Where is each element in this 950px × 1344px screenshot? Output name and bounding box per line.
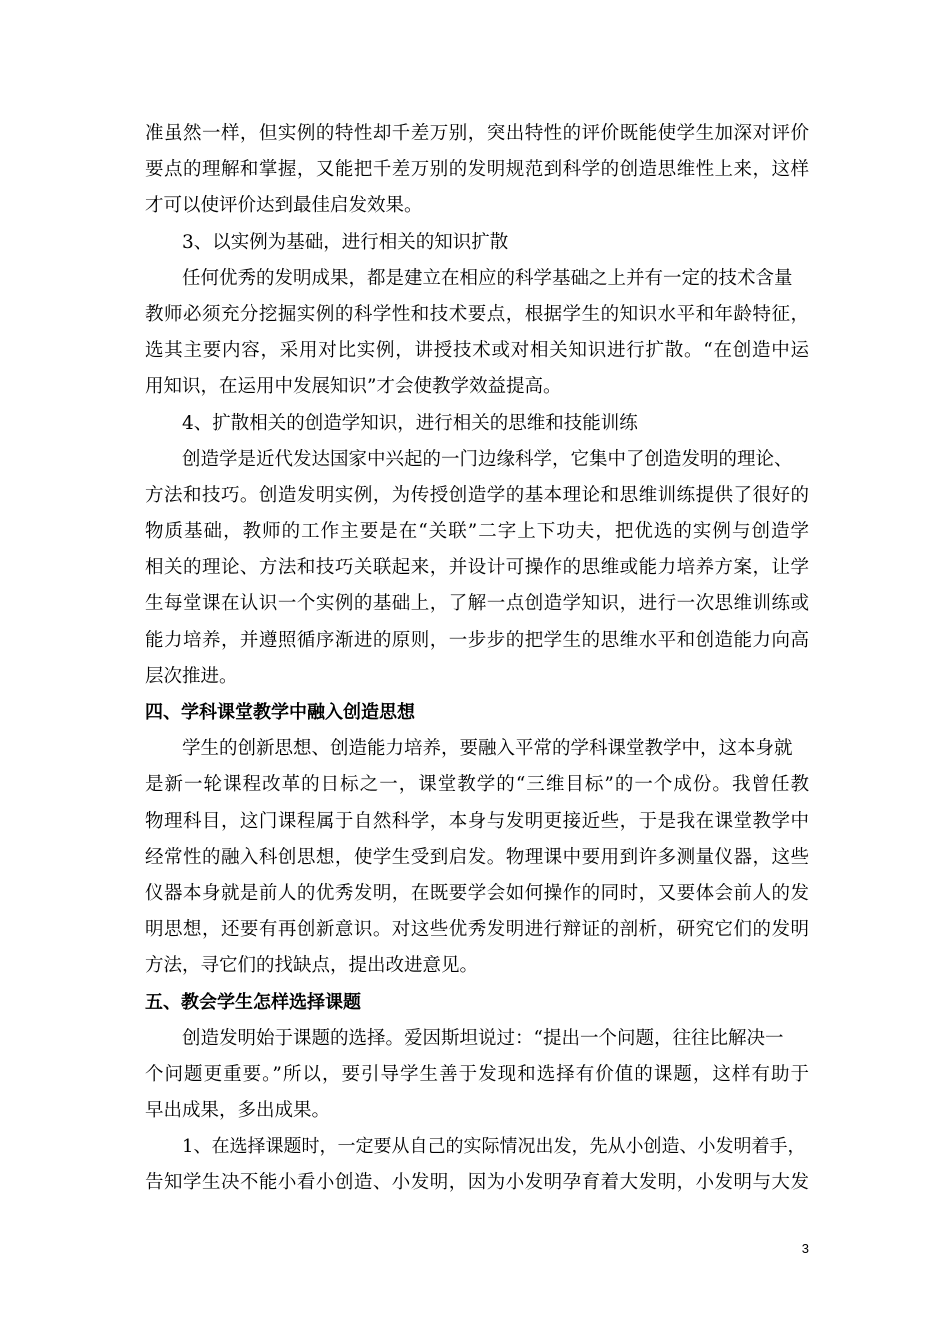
paragraph-line: 个问题更重要。”所以，要引导学生善于发现和选择有价值的课题，这样有助于 <box>145 1063 809 1085</box>
paragraph-line: 才可以使评价达到最佳启发效果。 <box>145 195 423 217</box>
paragraph-line: 创造发明始于课题的选择。爱因斯坦说过：“提出一个问题，往往比解决一 <box>182 1027 784 1049</box>
section-heading: 五、教会学生怎样选择课题 <box>145 991 361 1013</box>
paragraph-line: 物理科目，这门课程属于自然科学，本身与发明更接近些，于是我在课堂教学中 <box>145 810 809 832</box>
subsection-heading: 3、以实例为基础，进行相关的知识扩散 <box>182 231 509 253</box>
document-body <box>145 116 809 1202</box>
paragraph-line: 经常性的融入科创思想，使学生受到启发。物理课中要用到许多测量仪器，这些 <box>145 846 809 868</box>
paragraph-line: 告知学生决不能小看小创造、小发明，因为小发明孕育着大发明，小发明与大发 <box>145 1172 809 1194</box>
paragraph-line: 早出成果，多出成果。 <box>145 1100 331 1122</box>
paragraph-line: 是新一轮课程改革的日标之一，课堂教学的“三维目标”的一个成份。我曾任教 <box>145 774 809 796</box>
paragraph-line: 教师必须充分挖掘实例的科学性和技术要点，根据学生的知识水平和年龄特征， <box>145 303 809 325</box>
paragraph-line: 生每堂课在认识一个实例的基础上，了解一点创造学知识，进行一次思维训练或 <box>145 593 809 615</box>
paragraph-line: 任何优秀的发明成果，都是建立在相应的科学基础之上并有一定的技术含量 <box>182 267 793 289</box>
paragraph-line: 选其主要内容，采用对比实例，讲授技术或对相关知识进行扩散。“在创造中运 <box>145 340 809 362</box>
paragraph-line: 能力培养，并遵照循序渐进的原则，一步步的把学生的思维水平和创造能力向高 <box>145 629 809 651</box>
paragraph-line: 方法，寻它们的找缺点，提出改进意见。 <box>145 955 479 977</box>
section-heading: 四、学科课堂教学中融入创造思想 <box>145 702 415 723</box>
paragraph-line: 物质基础，教师的工作主要是在“关联”二字上下功夫，把优选的实例与创造学 <box>145 521 809 543</box>
paragraph-line: 方法和技巧。创造发明实例，为传授创造学的基本理论和思维训练提供了很好的 <box>145 484 809 506</box>
paragraph-line: 层次推进。 <box>145 665 238 687</box>
paragraph-line: 准虽然一样，但实例的特性却千差万别，突出特性的评价既能使学生加深对评价 <box>145 123 809 144</box>
subsection-heading: 4、扩散相关的创造学知识，进行相关的思维和技能训练 <box>182 412 638 434</box>
page-number: 3 <box>801 1241 809 1256</box>
paragraph-line: 学生的创新思想、创造能力培养，要融入平常的学科课堂教学中，这本身就 <box>182 738 793 760</box>
paragraph-line: 明思想，还要有再创新意识。对这些优秀发明进行辩证的剖析，研究它们的发明 <box>145 919 809 941</box>
paragraph-line: 仪器本身就是前人的优秀发明，在既要学会如何操作的同时，又要体会前人的发 <box>145 882 809 904</box>
paragraph-line: 用知识，在运用中发展知识”才会使教学效益提高。 <box>145 376 562 398</box>
paragraph-line: 1、在选择课题时，一定要从自己的实际情况出发，先从小创造、小发明着手， <box>182 1136 806 1158</box>
paragraph-line: 相关的理论、方法和技巧关联起来，并设计可操作的思维或能力培养方案，让学 <box>145 557 809 579</box>
paragraph-line: 要点的理解和掌握，又能把千差万别的发明规范到科学的创造思维性上来，这样 <box>145 159 809 181</box>
paragraph-line: 创造学是近代发达国家中兴起的一门边缘科学，它集中了创造发明的理论、 <box>182 448 793 470</box>
